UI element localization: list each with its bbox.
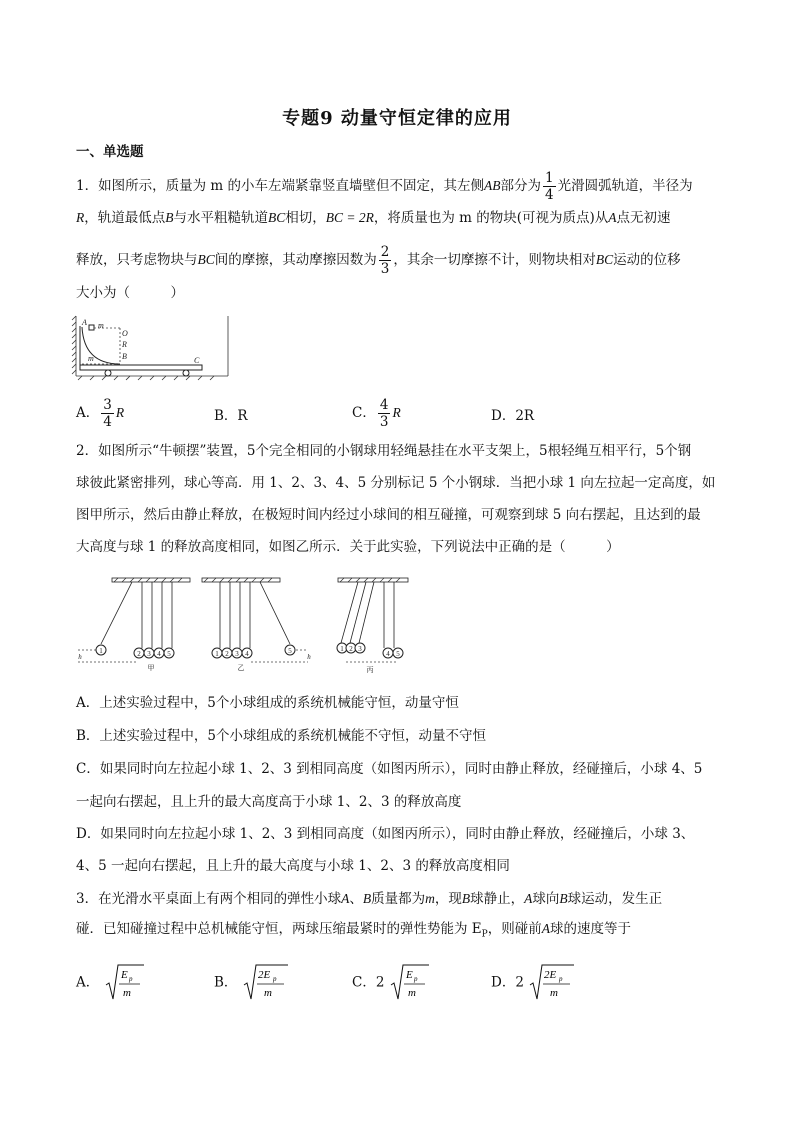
q2-option-a[interactable]: A．上述实验过程中，5个小球组成的系统机械能守恒，动量守恒 <box>76 695 459 711</box>
q3-line-1: 3．在光滑水平桌面上有两个相同的弹性小球A、B质量都为m，现B球静止，A球向B球运动，发生正 <box>76 891 663 907</box>
svg-text:O: O <box>122 329 128 338</box>
q1-option-c[interactable]: C． $\frac{4}{3}$ R <box>352 397 401 430</box>
q3-option-d[interactable]: D．2 2E p m <box>491 963 574 1003</box>
q1-line-3: 释放，只考虑物块与BC间的摩擦，其动摩擦因数为 $\frac{2}{3}$ ，其余一切摩擦不计，则物块相对BC运动的位移 <box>76 244 681 277</box>
q2-figure-newtons-cradle <box>76 572 416 678</box>
q1-option-b[interactable]: B．R <box>214 408 248 424</box>
svg-text:4: 4 <box>386 650 390 658</box>
q2-line-1: 2．如图所示“牛顿摆”装置，5个完全相同的小钢球用轻绳悬挂在水平支架上，5根轻绳互相平行，5个钢 <box>76 443 692 459</box>
q2-option-c-line-1[interactable]: C．如果同时向左拉起小球 1、2、3 到相同高度（如图丙所示），同时由静止释放，经碰撞后，小球 4、5 <box>76 761 703 777</box>
svg-text:乙: 乙 <box>237 664 245 672</box>
svg-text:1: 1 <box>99 647 103 655</box>
svg-text:3: 3 <box>358 645 362 653</box>
svg-text:h: h <box>307 653 311 661</box>
svg-text:3: 3 <box>147 650 151 658</box>
q1-line-4: 大小为（ ） <box>76 285 184 301</box>
svg-text:p: p <box>413 975 418 983</box>
fraction-two-thirds: $\frac{2}{3}$ <box>380 244 390 277</box>
svg-text:5: 5 <box>167 650 171 658</box>
svg-text:R: R <box>122 340 127 349</box>
q2-option-d-line-1[interactable]: D．如果同时向左拉起小球 1、2、3 到相同高度（如图丙所示），同时由静止释放，经碰撞后，小球 3、 <box>76 826 695 842</box>
q2-line-2: 球彼此紧密排列，球心等高．用 1、2、3、4、5 分别标记 5 个小钢球．当把小球 1 向左拉起一定高度，如 <box>76 475 716 491</box>
section-heading: 一、单选题 <box>76 144 144 160</box>
svg-text:p: p <box>559 975 563 983</box>
svg-text:A: A <box>82 318 87 327</box>
q2-line-3: 图甲所示，然后由静止释放，在极短时间内经过小球间的相互碰撞，可观察到球 5 向右摆起，且达到的最 <box>76 507 701 523</box>
page-title: 专题9 动量守恒定律的应用 <box>282 108 512 129</box>
q3-line-2: 碰．已知碰撞过程中总机械能守恒，两球压缩最紧时的弹性势能为 $E_P$，则碰前A球的速度等于 <box>76 921 631 940</box>
svg-text:2: 2 <box>137 650 141 658</box>
q1-figure-cart-track <box>70 314 234 382</box>
q3-option-a[interactable]: A． E p m <box>76 963 144 1003</box>
svg-text:5: 5 <box>288 647 292 655</box>
q1-line-2: R，轨道最低点B与水平粗糙轨道BC相切，BC = 2R，将质量也为 m 的物块(可视为质点)从A点无初速 <box>76 210 671 226</box>
q2-line-4: 大高度与球 1 的释放高度相同，如图乙所示．关于此实验，下列说法中正确的是（ ） <box>76 539 620 555</box>
fraction-quarter: $\frac{1}{4}$ <box>544 170 554 203</box>
svg-text:m: m <box>98 321 104 330</box>
svg-text:1: 1 <box>340 645 344 653</box>
q2-option-c-line-2[interactable]: 一起向右摆起，且上升的最大高度高于小球 1、2、3 的释放高度 <box>76 794 462 810</box>
svg-text:m: m <box>263 987 272 999</box>
svg-text:E: E <box>405 969 413 981</box>
q2-option-d-line-2[interactable]: 4、5 一起向右摆起，且上升的最大高度与小球 1、2、3 的释放高度相同 <box>76 858 510 874</box>
q3-option-c[interactable]: C．2 E p m <box>352 963 429 1003</box>
q3-option-b[interactable]: B． 2E p m <box>214 963 288 1003</box>
svg-text:m: m <box>550 987 559 999</box>
q1-option-d[interactable]: D．2R <box>491 408 535 424</box>
svg-text:m: m <box>88 354 94 363</box>
svg-text:2: 2 <box>225 650 229 658</box>
q2-option-b[interactable]: B．上述实验过程中，5个小球组成的系统机械能不守恒，动量不守恒 <box>76 728 487 744</box>
radical-2ep-over-m <box>242 963 288 1003</box>
cradle-panel-bing <box>337 578 408 674</box>
svg-text:h: h <box>78 653 82 661</box>
svg-text:4: 4 <box>245 650 249 658</box>
svg-text:m: m <box>122 987 131 999</box>
svg-text:4: 4 <box>157 650 161 658</box>
svg-text:B: B <box>122 352 127 361</box>
cradle-panel-jia <box>78 578 190 672</box>
svg-text:E: E <box>120 969 128 981</box>
svg-text:p: p <box>128 975 133 983</box>
svg-text:2E: 2E <box>257 969 270 981</box>
q1-line-1: 1．如图所示，质量为 m 的小车左端紧靠竖直墙壁但不固定，其左侧AB部分为 $\frac{1}{4}$ 光滑圆弧轨道，半径为 <box>76 170 693 203</box>
svg-text:p: p <box>272 975 277 983</box>
svg-text:丙: 丙 <box>366 666 374 674</box>
radical-ep-over-m <box>104 963 144 1003</box>
radical-ep-over-m <box>389 963 429 1003</box>
svg-text:3: 3 <box>235 650 239 658</box>
svg-text:2: 2 <box>349 645 353 653</box>
radical-2ep-over-m <box>528 963 574 1003</box>
cradle-panel-yi <box>202 578 311 672</box>
svg-text:m: m <box>407 987 416 999</box>
svg-text:1: 1 <box>215 650 219 658</box>
svg-text:5: 5 <box>396 650 400 658</box>
q1-option-a[interactable]: A． $\frac{3}{4}$ R <box>76 397 125 430</box>
svg-text:甲: 甲 <box>147 664 155 672</box>
svg-text:2E: 2E <box>544 969 557 981</box>
svg-text:C: C <box>194 356 200 365</box>
